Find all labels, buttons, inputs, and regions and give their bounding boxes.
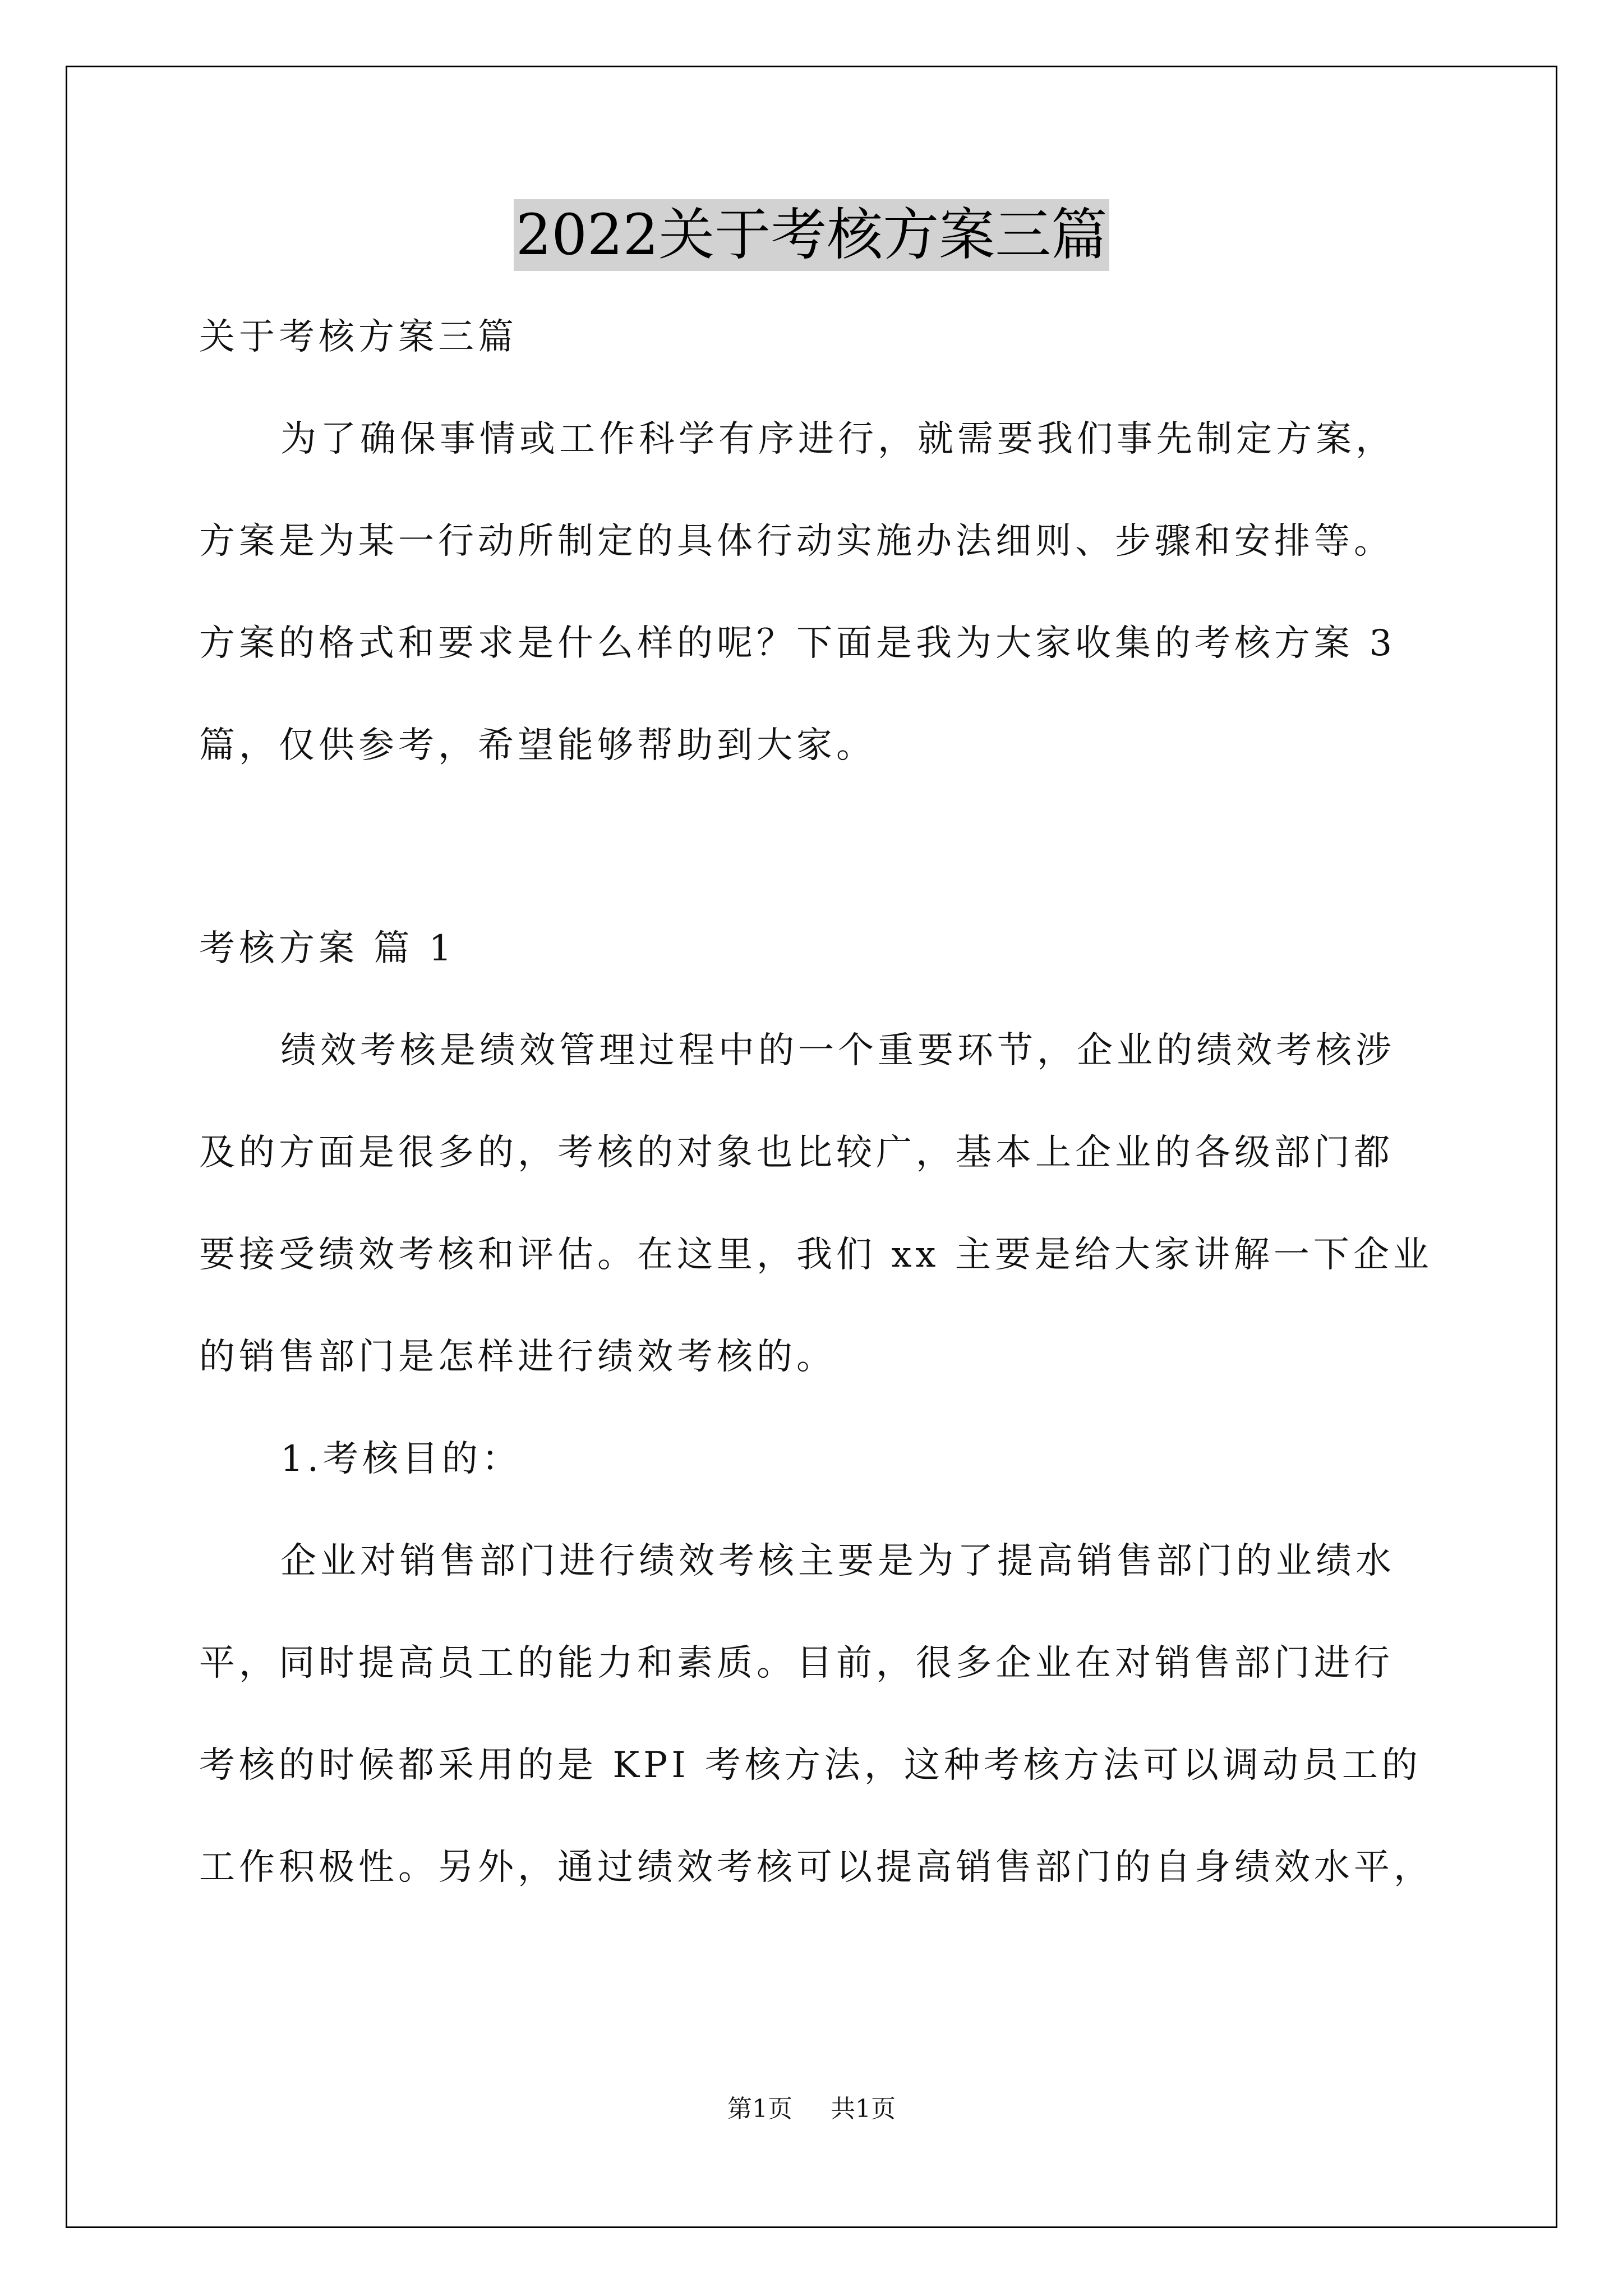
title-container bbox=[0, 199, 1623, 271]
list-heading: 1.考核目的： bbox=[280, 1438, 522, 1480]
document-title: 2022关于考核方案三篇 bbox=[514, 199, 1110, 271]
paragraph-line: 篇，仅供参考，希望能够帮助到大家。 bbox=[199, 725, 876, 766]
paragraph-line: 的销售部门是怎样进行绩效考核的。 bbox=[199, 1336, 836, 1378]
paragraph-line: 要接受绩效考核和评估。在这里，我们 xx 主要是给大家讲解一下企业 bbox=[199, 1234, 1433, 1276]
paragraph-line: 为了确保事情或工作科学有序进行，就需要我们事先制定方案， bbox=[280, 418, 1395, 460]
subtitle-line: 关于考核方案三篇 bbox=[199, 316, 518, 358]
paragraph-line: 工作积极性。另外，通过绩效考核可以提高销售部门的自身绩效水平， bbox=[199, 1847, 1433, 1888]
page-number: 第1页 bbox=[727, 2095, 792, 2123]
paragraph-line: 考核的时候都采用的是 KPI 考核方法，这种考核方法可以调动员工的 bbox=[199, 1745, 1422, 1786]
page-total: 共1页 bbox=[831, 2095, 896, 2123]
paragraph-line: 绩效考核是绩效管理过程中的一个重要环节，企业的绩效考核涉 bbox=[280, 1030, 1395, 1071]
paragraph-line: 企业对销售部门进行绩效考核主要是为了提高销售部门的业绩水 bbox=[280, 1540, 1395, 1582]
section-spacer bbox=[199, 813, 1427, 914]
paragraph-line: 方案的格式和要求是什么样的呢？下面是我为大家收集的考核方案 3 bbox=[199, 623, 1396, 664]
paragraph-line: 平，同时提高员工的能力和素质。目前，很多企业在对销售部门进行 bbox=[199, 1642, 1394, 1684]
page-footer bbox=[0, 2092, 1623, 2126]
paragraph-line: 及的方面是很多的，考核的对象也比较广，基本上企业的各级部门都 bbox=[199, 1132, 1394, 1174]
paragraph-line: 方案是为某一行动所制定的具体行动实施办法细则、步骤和安排等。 bbox=[199, 521, 1394, 562]
section-heading: 考核方案 篇 1 bbox=[199, 928, 456, 969]
document-body bbox=[199, 303, 1433, 1935]
